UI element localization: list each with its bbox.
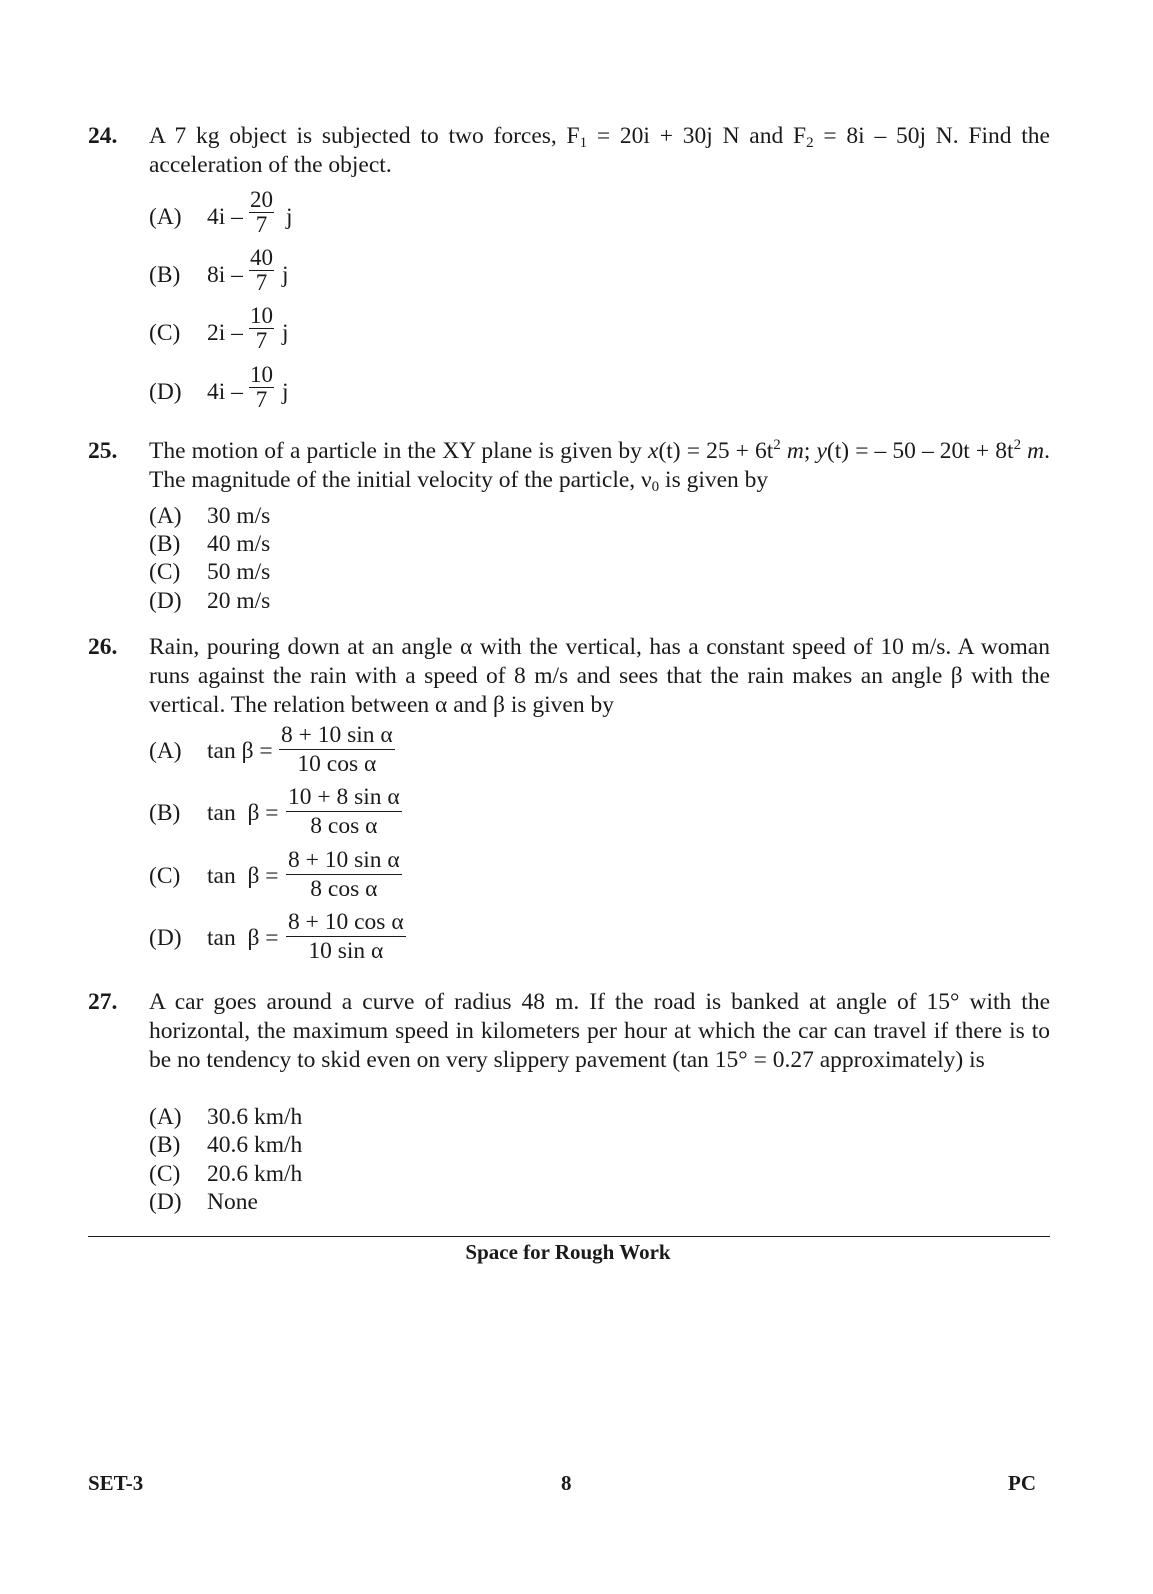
option-c[interactable] [149,1159,302,1189]
option-text: 40 m/s [207,531,271,557]
option-label: (C) [149,320,181,346]
option-label: (B) [149,1132,181,1158]
fraction: $\frac{10}{7}$ [250,303,273,353]
question-stem: The motion of a particle in the XY plane is given by $x(t) = 25 + 6t^2$ m; y(t) = – $50 - 20t + 8t^2$ m. The magnitude of the initial velocity of the particle, $\nu_0$ is given by [149,437,1050,495]
option-label: (B) [149,262,181,288]
option-b[interactable]: (B) tan β = $\frac{\text{10 + 8 sin α}}{\text{8 cos α}}$ [149,784,400,839]
question-24 [88,122,1050,412]
option-b[interactable]: (B) 8i – $\frac{40}{7}$ j [149,245,289,295]
footer-page-number: 8 [561,1471,572,1495]
question-26 [88,633,1050,964]
divider [88,1236,1050,1237]
fraction: $\frac{\text{8 + 10 sin α}}{\text{10 cos α}}$ [281,722,393,777]
fraction: $\frac{10}{7}$ [250,362,273,412]
option-label: (C) [149,559,181,585]
fraction: $\frac{\text{8 + 10 cos α}}{\text{10 sin α}}$ [288,909,404,964]
question-number: 27. [88,989,118,1015]
question-stem: Rain, pouring down at an angle α with the vertical, has a constant speed of 10 m/s. A woman runs against the rain with a speed of 8 m/s and sees that the rain makes an angle β with the vertical. The relation between α and β is given by [149,634,1050,718]
option-b[interactable] [149,1130,302,1160]
option-d[interactable]: (D) tan β = $\frac{\text{8 + 10 cos α}}{\text{10 sin α}}$ [149,909,404,964]
option-label: (B) [149,800,181,826]
option-text: 30 m/s [207,503,271,529]
option-label: (A) [149,204,182,230]
question-number: 24. [88,123,118,149]
option-label: (A) [149,738,182,764]
option-b[interactable] [149,529,270,559]
option-d[interactable] [149,586,270,616]
option-a[interactable]: (A) tan β = $\frac{\text{8 + 10 sin α}}{\text{10 cos α}}$ [149,722,393,777]
fraction: $\frac{\text{10 + 8 sin α}}{\text{8 cos α}}$ [288,784,400,839]
rough-work-heading: Space for Rough Work [465,1240,671,1264]
question-number: 26. [88,634,118,660]
option-text: 20 m/s [207,588,271,614]
footer-code: PC [1008,1471,1036,1495]
option-d[interactable]: (D) 4i – $\frac{10}{7}$ j [149,362,289,412]
option-label: (D) [149,588,182,614]
option-d[interactable] [149,1187,258,1217]
question-stem: A 7 kg object is subjected to two forces, $F_1 = 20i + 30j$ N and $F_2 = 8i - 50j$ N. Find the acceleration of the object. [149,123,1050,178]
question-27 [88,988,1050,1215]
option-a[interactable] [149,501,270,531]
question-25 [88,437,1050,614]
option-c[interactable]: (C) 2i – $\frac{10}{7}$ j [149,303,289,353]
question-number: 25. [88,438,118,464]
option-c[interactable] [149,557,270,587]
option-label: (D) [149,1189,182,1215]
option-text: 30.6 km/h [207,1104,303,1130]
option-label: (A) [149,1104,182,1130]
fraction: $\frac{20}{7}$ [250,187,273,237]
option-label: (D) [149,925,182,951]
option-a[interactable] [149,1102,302,1132]
question-stem: A car goes around a curve of radius 48 m. If the road is banked at angle of 15° with the horizontal, the maximum speed in kilometers per hour at which the car can travel if there is to be no tendency to skid even on very slippery pavement (tan 15° = 0.27 approximately) is [149,989,1050,1073]
option-label: (A) [149,503,182,529]
option-label: (D) [149,379,182,405]
option-label: (C) [149,863,181,889]
option-text: None [207,1189,258,1215]
footer-set: SET-3 [88,1471,144,1495]
option-c[interactable]: (C) tan β = $\frac{\text{8 + 10 sin α}}{\text{8 cos α}}$ [149,847,400,902]
option-text: 40.6 km/h [207,1132,303,1158]
fraction: $\frac{\text{8 + 10 sin α}}{\text{8 cos α}}$ [288,847,400,902]
option-label: (C) [149,1161,181,1187]
fraction: $\frac{40}{7}$ [250,245,273,295]
option-a[interactable]: (A) 4i – $\frac{20}{7}$ j [149,187,293,237]
option-text: 50 m/s [207,559,271,585]
option-text: 20.6 km/h [207,1161,303,1187]
option-label: (B) [149,531,181,557]
